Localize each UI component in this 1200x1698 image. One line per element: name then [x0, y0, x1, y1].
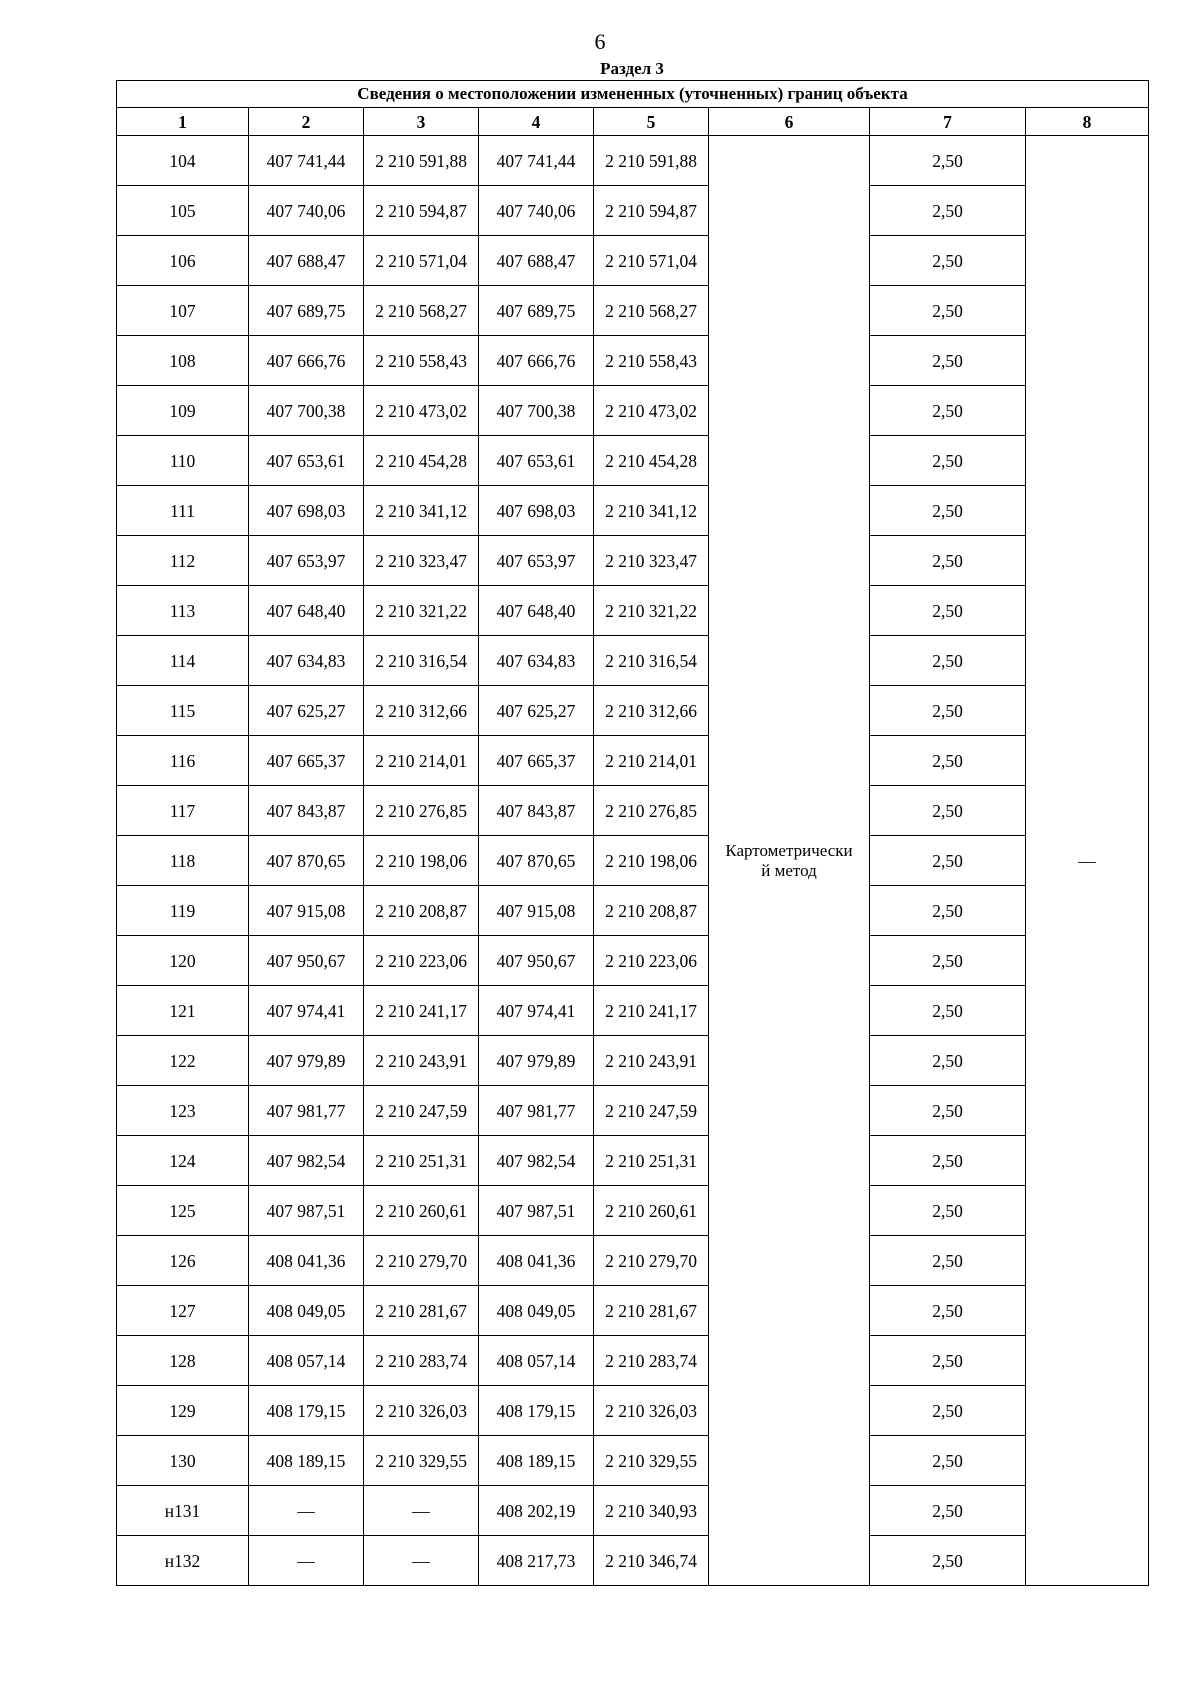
table-row [117, 536, 1149, 586]
coordinate-cell: 407 974,41 [249, 986, 364, 1036]
coordinate-cell: 407 843,87 [249, 786, 364, 836]
point-number-cell: 112 [117, 536, 249, 586]
coordinate-cell: 2 210 321,22 [594, 586, 709, 636]
coordinate-cell: 407 740,06 [479, 186, 594, 236]
accuracy-cell: 2,50 [870, 636, 1026, 686]
accuracy-cell: 2,50 [870, 236, 1026, 286]
point-number-cell: 110 [117, 436, 249, 486]
coordinate-cell: 2 210 473,02 [364, 386, 479, 436]
coordinate-cell: 2 210 571,04 [594, 236, 709, 286]
column-number-row [117, 108, 1149, 136]
coordinate-cell: 2 210 260,61 [364, 1186, 479, 1236]
accuracy-cell: 2,50 [870, 286, 1026, 336]
point-number-cell: 120 [117, 936, 249, 986]
coordinate-cell: 2 210 251,31 [594, 1136, 709, 1186]
table-row [117, 1536, 1149, 1586]
coordinate-cell: — [249, 1486, 364, 1536]
table-caption-row [117, 81, 1149, 108]
accuracy-cell: 2,50 [870, 386, 1026, 436]
coordinate-cell: 2 210 283,74 [594, 1336, 709, 1386]
accuracy-cell: 2,50 [870, 1086, 1026, 1136]
coordinate-cell: 407 915,08 [249, 886, 364, 936]
accuracy-cell: 2,50 [870, 436, 1026, 486]
coordinate-cell: 2 210 312,66 [364, 686, 479, 736]
coordinate-cell: 2 210 198,06 [594, 836, 709, 886]
coordinate-cell: 2 210 214,01 [594, 736, 709, 786]
coordinate-cell: — [249, 1536, 364, 1586]
coordinate-cell: 408 057,14 [479, 1336, 594, 1386]
coordinate-cell: 408 041,36 [479, 1236, 594, 1286]
table-row [117, 636, 1149, 686]
method-text-line2: й метод [761, 860, 817, 880]
coordinate-cell: 408 041,36 [249, 1236, 364, 1286]
coordinate-cell: 407 870,65 [249, 836, 364, 886]
coordinate-cell: 2 210 473,02 [594, 386, 709, 436]
coordinate-cell: 407 698,03 [479, 486, 594, 536]
point-number-cell: 119 [117, 886, 249, 936]
point-number-cell: 122 [117, 1036, 249, 1086]
coordinate-cell: 407 625,27 [479, 686, 594, 736]
accuracy-cell: 2,50 [870, 986, 1026, 1036]
coordinate-cell: 407 653,61 [479, 436, 594, 486]
coordinate-cell: 408 179,15 [249, 1386, 364, 1436]
table-row [117, 1286, 1149, 1336]
table-row [117, 1486, 1149, 1536]
table-row [117, 936, 1149, 986]
coordinate-cell: 407 634,83 [249, 636, 364, 686]
coordinate-cell: 407 653,61 [249, 436, 364, 486]
point-number-cell: 114 [117, 636, 249, 686]
coordinate-cell: 407 981,77 [249, 1086, 364, 1136]
accuracy-cell: 2,50 [870, 936, 1026, 986]
coordinate-cell: 407 987,51 [249, 1186, 364, 1236]
section-title: Раздел 3 [600, 59, 664, 78]
point-number-cell: 129 [117, 1386, 249, 1436]
point-number-cell: 115 [117, 686, 249, 736]
coordinate-cell: 2 210 323,47 [594, 536, 709, 586]
table-row [117, 236, 1149, 286]
coordinate-cell: 407 665,37 [249, 736, 364, 786]
point-number-cell: 130 [117, 1436, 249, 1486]
coordinate-cell: 408 202,19 [479, 1486, 594, 1536]
coordinate-cell: 2 210 312,66 [594, 686, 709, 736]
accuracy-cell: 2,50 [870, 186, 1026, 236]
point-number-cell: 127 [117, 1286, 249, 1336]
accuracy-cell: 2,50 [870, 1386, 1026, 1436]
table-row [117, 486, 1149, 536]
coordinate-cell: 407 666,76 [479, 336, 594, 386]
coordinate-cell: 2 210 329,55 [364, 1436, 479, 1486]
point-number-cell: н131 [117, 1486, 249, 1536]
coordinate-cell: 2 210 247,59 [594, 1086, 709, 1136]
table-row [117, 1386, 1149, 1436]
coordinate-cell: 2 210 454,28 [364, 436, 479, 486]
table-row [117, 436, 1149, 486]
point-number-cell: 117 [117, 786, 249, 836]
coordinate-cell: 2 210 558,43 [364, 336, 479, 386]
coordinate-cell: 407 625,27 [249, 686, 364, 736]
accuracy-cell: 2,50 [870, 1136, 1026, 1186]
accuracy-cell: 2,50 [870, 1236, 1026, 1286]
point-number-cell: 121 [117, 986, 249, 1036]
coordinate-cell: — [364, 1536, 479, 1586]
coordinate-cell: 2 210 591,88 [364, 136, 479, 186]
coordinate-cell: 2 210 323,47 [364, 536, 479, 586]
coordinate-cell: 2 210 281,67 [594, 1286, 709, 1336]
coordinate-cell: 407 700,38 [249, 386, 364, 436]
coordinate-cell: 2 210 260,61 [594, 1186, 709, 1236]
coordinate-cell: 2 210 558,43 [594, 336, 709, 386]
coordinate-cell: 2 210 247,59 [364, 1086, 479, 1136]
accuracy-cell: 2,50 [870, 686, 1026, 736]
coordinate-cell: — [364, 1486, 479, 1536]
coordinate-cell: 2 210 341,12 [364, 486, 479, 536]
coordinate-cell: 407 688,47 [479, 236, 594, 286]
point-number-cell: 124 [117, 1136, 249, 1186]
coordinate-cell: 407 700,38 [479, 386, 594, 436]
accuracy-cell: 2,50 [870, 336, 1026, 386]
coordinate-cell: 407 987,51 [479, 1186, 594, 1236]
accuracy-cell: 2,50 [870, 886, 1026, 936]
coordinate-cell: 407 648,40 [479, 586, 594, 636]
coordinate-cell: 2 210 243,91 [364, 1036, 479, 1086]
coordinate-cell: 407 870,65 [479, 836, 594, 886]
column-number: 5 [594, 108, 709, 136]
point-number-cell: 128 [117, 1336, 249, 1386]
table-row [117, 336, 1149, 386]
table-row [117, 836, 1149, 886]
coordinate-cell: 407 950,67 [479, 936, 594, 986]
accuracy-cell: 2,50 [870, 486, 1026, 536]
point-number-cell: 116 [117, 736, 249, 786]
coordinate-cell: 2 210 321,22 [364, 586, 479, 636]
coordinate-cell: 2 210 279,70 [594, 1236, 709, 1286]
point-number-cell: 106 [117, 236, 249, 286]
point-number-cell: 123 [117, 1086, 249, 1136]
table-row [117, 686, 1149, 736]
coordinate-cell: 2 210 241,17 [594, 986, 709, 1036]
coordinate-cell: 2 210 223,06 [364, 936, 479, 986]
coordinate-cell: 408 189,15 [479, 1436, 594, 1486]
table-row [117, 886, 1149, 936]
accuracy-cell: 2,50 [870, 586, 1026, 636]
accuracy-cell: 2,50 [870, 1036, 1026, 1086]
coordinate-cell: 407 979,89 [479, 1036, 594, 1086]
coordinate-cell: 407 648,40 [249, 586, 364, 636]
coordinate-cell: 407 653,97 [479, 536, 594, 586]
point-number-cell: 104 [117, 136, 249, 186]
coordinate-cell: 407 979,89 [249, 1036, 364, 1086]
table-row [117, 1436, 1149, 1486]
coordinate-cell: 407 741,44 [479, 136, 594, 186]
coordinate-cell: 408 049,05 [479, 1286, 594, 1336]
table-row [117, 386, 1149, 436]
table-body [117, 81, 1149, 1586]
coordinate-cell: 407 982,54 [249, 1136, 364, 1186]
coordinate-cell: 2 210 346,74 [594, 1536, 709, 1586]
coordinate-cell: 2 210 340,93 [594, 1486, 709, 1536]
coordinate-cell: 2 210 594,87 [364, 186, 479, 236]
accuracy-cell: 2,50 [870, 136, 1026, 186]
coordinate-cell: 2 210 326,03 [594, 1386, 709, 1436]
point-number-cell: 126 [117, 1236, 249, 1286]
coordinate-cell: 407 740,06 [249, 186, 364, 236]
table-row [117, 736, 1149, 786]
point-number-cell: 125 [117, 1186, 249, 1236]
column-number: 4 [479, 108, 594, 136]
coordinate-cell: 407 981,77 [479, 1086, 594, 1136]
coordinate-cell: 2 210 223,06 [594, 936, 709, 986]
coordinate-cell: 408 057,14 [249, 1336, 364, 1386]
accuracy-cell: 2,50 [870, 1536, 1026, 1586]
accuracy-cell: 2,50 [870, 1486, 1026, 1536]
accuracy-cell: 2,50 [870, 1186, 1026, 1236]
accuracy-cell: 2,50 [870, 1286, 1026, 1336]
coordinate-cell: 2 210 283,74 [364, 1336, 479, 1386]
table-row [117, 286, 1149, 336]
column8-cell: — [1026, 136, 1149, 1586]
coordinate-cell: 2 210 198,06 [364, 836, 479, 886]
column-number: 8 [1026, 108, 1149, 136]
coordinate-cell: 2 210 208,87 [594, 886, 709, 936]
point-number-cell: 113 [117, 586, 249, 636]
coordinate-cell: 407 665,37 [479, 736, 594, 786]
method-text-line1: Картометрически [725, 840, 853, 860]
table-row [117, 136, 1149, 186]
coordinate-cell: 2 210 454,28 [594, 436, 709, 486]
coordinate-cell: 407 741,44 [249, 136, 364, 186]
coordinate-cell: 2 210 276,85 [594, 786, 709, 836]
table-row [117, 1086, 1149, 1136]
column-number: 6 [709, 108, 870, 136]
coordinate-cell: 407 666,76 [249, 336, 364, 386]
coordinate-cell: 408 217,73 [479, 1536, 594, 1586]
accuracy-cell: 2,50 [870, 1336, 1026, 1386]
table-caption: Сведения о местоположении измененных (уточненных) границ объекта [117, 81, 1149, 108]
coordinate-cell: 2 210 316,54 [364, 636, 479, 686]
table-row [117, 186, 1149, 236]
coordinate-cell: 2 210 568,27 [364, 286, 479, 336]
coordinate-cell: 408 179,15 [479, 1386, 594, 1436]
coordinate-cell: 2 210 208,87 [364, 886, 479, 936]
coordinate-cell: 2 210 568,27 [594, 286, 709, 336]
table-row [117, 1186, 1149, 1236]
coordinate-cell: 2 210 281,67 [364, 1286, 479, 1336]
column-number: 1 [117, 108, 249, 136]
table-row [117, 1236, 1149, 1286]
coordinate-cell: 407 634,83 [479, 636, 594, 686]
coordinate-cell: 2 210 316,54 [594, 636, 709, 686]
point-number-cell: 111 [117, 486, 249, 536]
page-number: 6 [594, 29, 606, 54]
coordinate-cell: 407 653,97 [249, 536, 364, 586]
boundary-table [116, 80, 1149, 1586]
coordinate-cell: 408 049,05 [249, 1286, 364, 1336]
table-row [117, 1336, 1149, 1386]
coordinate-cell: 2 210 329,55 [594, 1436, 709, 1486]
coordinate-cell: 408 189,15 [249, 1436, 364, 1486]
coordinate-cell: 2 210 241,17 [364, 986, 479, 1036]
coordinate-cell: 407 974,41 [479, 986, 594, 1036]
point-number-cell: 107 [117, 286, 249, 336]
table-row [117, 1036, 1149, 1086]
accuracy-cell: 2,50 [870, 736, 1026, 786]
table-row [117, 786, 1149, 836]
coordinate-cell: 407 843,87 [479, 786, 594, 836]
coordinate-cell: 2 210 276,85 [364, 786, 479, 836]
coordinate-cell: 2 210 594,87 [594, 186, 709, 236]
coordinate-cell: 407 982,54 [479, 1136, 594, 1186]
column-number: 2 [249, 108, 364, 136]
table-row [117, 986, 1149, 1036]
method-cell [709, 136, 870, 1586]
coordinate-cell: 407 915,08 [479, 886, 594, 936]
coordinate-cell: 2 210 279,70 [364, 1236, 479, 1286]
coordinate-cell: 407 688,47 [249, 236, 364, 286]
coordinate-cell: 407 698,03 [249, 486, 364, 536]
point-number-cell: 105 [117, 186, 249, 236]
column-number: 7 [870, 108, 1026, 136]
accuracy-cell: 2,50 [870, 536, 1026, 586]
coordinate-cell: 2 210 591,88 [594, 136, 709, 186]
coordinate-cell: 407 689,75 [249, 286, 364, 336]
coordinate-cell: 2 210 326,03 [364, 1386, 479, 1436]
accuracy-cell: 2,50 [870, 1436, 1026, 1486]
point-number-cell: 108 [117, 336, 249, 386]
coordinate-cell: 407 950,67 [249, 936, 364, 986]
table-row [117, 1136, 1149, 1186]
coordinate-cell: 2 210 571,04 [364, 236, 479, 286]
coordinate-cell: 2 210 243,91 [594, 1036, 709, 1086]
point-number-cell: н132 [117, 1536, 249, 1586]
coordinate-cell: 2 210 214,01 [364, 736, 479, 786]
accuracy-cell: 2,50 [870, 836, 1026, 886]
point-number-cell: 109 [117, 386, 249, 436]
column-number: 3 [364, 108, 479, 136]
coordinate-cell: 2 210 251,31 [364, 1136, 479, 1186]
table-row [117, 586, 1149, 636]
point-number-cell: 118 [117, 836, 249, 886]
coordinate-cell: 407 689,75 [479, 286, 594, 336]
accuracy-cell: 2,50 [870, 786, 1026, 836]
coordinate-cell: 2 210 341,12 [594, 486, 709, 536]
